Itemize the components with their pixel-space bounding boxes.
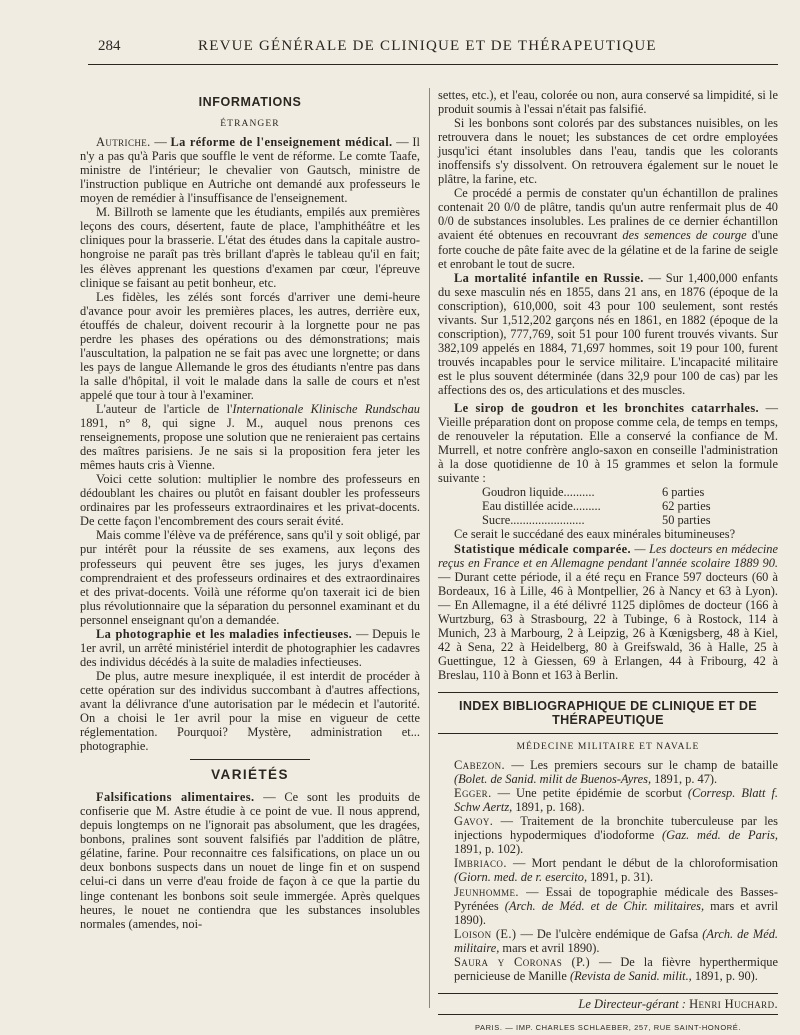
mortalite-text: — Sur 1,400,000 enfants du sexe masculin nés en 1855, dans 21 ans, en 1876 (époque de la conscription), 610,000, soit 43 pour 100 seulement, sont restés vivants. Sur 1,512,202 garçons nés en 1861, en 1882 (époque de la conscription), 777,769, soit 51 pour 100 furent trouvés vivants. Sur 382,109 appelés en 1884, 71,697 hommes, soit 19 pour 100, furent trouvés incapables pour le service militaire. L'incapacité militaire est le plus souvent déterminée (dans 32,9 pour 100 de cas) par les affections des os, des articulations et des muscles.: [438, 270, 778, 397]
cesera-paragraph: Ce serait le succédané des eaux minérales bitumineuses?: [454, 527, 736, 542]
page-number: 284: [98, 38, 121, 54]
continuation-paragraph: settes, etc.), et l'eau, colorée ou non, aura conservé sa limpidité, si le produit soumis à l'essai n'était pas falsifié.: [438, 88, 778, 117]
photographie-paragraph: [80, 627, 420, 669]
bib-source: (Corresp. Blatt f. Schw Aertz,: [454, 786, 778, 815]
formula-quantity: 50 parties: [662, 513, 711, 528]
bibliography-list: [438, 758, 778, 983]
bib-author: Saura y Coronas (P.): [454, 954, 590, 969]
auteur-journal: Internationale Klinische Rundschau: [232, 401, 420, 416]
formula-row: [482, 485, 722, 499]
sirop-text: — Vieille préparation dont on propose comme cela, de temps en temps, de renouveler la réputation. Elle a conservé la confiance de M. Murrell, et notre confrère anglo-saxon en conseille l'administration à la dose quotidienne de 10 à 15 grammes et selon la formule suivante :: [438, 401, 778, 486]
falsifications-title: Falsifications alimentaires.: [96, 790, 255, 805]
bib-tail: 1891, p. 31).: [587, 870, 654, 885]
bib-author: Imbriaco.: [454, 856, 507, 871]
deplus-paragraph: De plus, autre mesure inexpliquée, il est interdit de procéder à cette opération sur des individus succombant à d'autres affections, avant la délivrance d'une autorisation par le médecin et l'autorité. On a choisi le 1er avril pour la mise en vigueur de cette réglementation. Pourquoi? Mystère, administration et... photographie.: [80, 668, 420, 754]
autriche-text: — Il n'y a pas qu'à Paris que souffle le vent de réforme. Le comte Taafe, ministre de l'intérieur; le chevalier von Gautsch, ministre de l'instruction publique en Autriche ont demandé aux professeurs le moyen de remédier à l'insuffisance de l'enseignement.: [80, 135, 420, 206]
formula-ingredient: Sucre........................: [482, 513, 585, 528]
index-title: INDEX BIBLIOGRAPHIQUE DE CLINIQUE ET DE THÉRAPEUTIQUE: [459, 698, 757, 728]
statistique-title: Statistique médicale comparée.: [454, 541, 631, 556]
mais-paragraph: Mais comme l'élève va de préférence, sans qu'il y soit obligé, par pur intérêt pour la réussite de ses examens, aux leçons des professeurs qui peuvent être ses juges, les jurys d'examen comprendraient et des professeurs ordinaires et des extraordinaires et des privat-docents. Voilà une réforme qu'on taxerait ici de bien plus révolutionnaire que la séparation du personnel examinant et du personnel enseignant qu'on a demandée.: [80, 528, 420, 627]
bib-tail: mars et avril 1890).: [499, 940, 600, 955]
bib-text: — Essai de topographie médicale des Basses-Pyrénées: [454, 884, 778, 913]
bib-source: (Gaz. méd. de Paris,: [662, 828, 778, 843]
formula-row: [482, 499, 722, 513]
bib-author: Cabezon.: [454, 758, 506, 773]
bib-author: Egger.: [454, 786, 492, 801]
autriche-label: Autriche.: [96, 135, 151, 150]
index-heading-box: [438, 692, 778, 734]
falsifications-paragraph: [80, 790, 420, 930]
formula-quantity: 6 parties: [662, 485, 705, 500]
bib-tail: 1891, p. 47).: [651, 772, 718, 787]
bib-text: — Traitement de la bronchite tuberculeuse par les injections hypodermiques d'iodoforme: [454, 814, 778, 843]
bib-text: — De l'ulcère endémique de Gafsa: [516, 926, 703, 941]
bib-source: (Arch. de Méd. et de Chir. militaires,: [504, 898, 705, 913]
varietes-heading: VARIÉTÉS: [211, 767, 289, 783]
procede-pre: Ce procédé a permis de constater qu'un échantillon de pralines contenait 20 0/0 de plâtre, tandis qu'un autre renfermait plus de 40 0/0 de substances insolubles. Les pralines de ce dernier échantillon avaient été obtenues en recouvrant: [438, 186, 778, 243]
bib-author: Jeunhomme.: [454, 884, 519, 899]
bib-entry: [438, 758, 778, 786]
bib-source: (Revista de Sanid. milit.,: [569, 968, 692, 983]
printer-imprint: PARIS. — IMP. CHARLES SCHLAEBER, 257, RUE SAINT-HONORÉ.: [474, 1022, 742, 1032]
signature-role: Le Directeur-gérant :: [578, 996, 686, 1011]
column-divider: [429, 88, 430, 1008]
statistique-paragraph: [438, 542, 778, 682]
bib-text: — Mort pendant le début de la chloroformisation: [506, 856, 778, 871]
journal-title: REVUE GÉNÉRALE DE CLINIQUE ET DE THÉRAPEUTIQUE: [198, 38, 657, 54]
etranger-subheading: ÉTRANGER: [220, 119, 280, 130]
right-column: [438, 88, 778, 1035]
bib-source: (Bolet. de Sanid. milit de Buenos-Ayres,: [454, 772, 652, 787]
bib-entry: [438, 955, 778, 983]
bib-tail: mars et avril 1890).: [454, 898, 779, 927]
formula-list: [482, 485, 778, 527]
left-column: [80, 88, 420, 931]
bib-source: (Arch. de Méd. militaire,: [454, 926, 778, 955]
formula-ingredient: Goudron liquide..........: [482, 485, 595, 500]
statistique-intro: — Les docteurs en médecine reçus en France et en Allemagne pendant l'année scolaire 1889 90.: [438, 541, 778, 570]
fideles-paragraph: Les fidèles, les zélés sont forcés d'arriver une demi-heure d'avance pour avoir les premières places, les autres, derrière eux, étouffés de chaleur, doivent recourir à la lorgnette pour ne pas perdre les phases des opérations ou des démonstrations; mais l'auscultation, la palpation ne se fait pas avec une lorgnette; or dans les pays de langue Allemande le gros des étudiants n'entre pas dans la salle d'hôpital, il voit le malade dans la salle de cours et n'est appelé que tour à tour à l'examiner.: [80, 289, 420, 402]
bib-tail: 1891, p. 102).: [454, 842, 524, 857]
auteur-post: 1891, n° 8, qui signe J. M., auquel nous prenons ces renseignements, propose une solution que ne renieraient pas certains des maîtres parisiens. Je ne sais si la proposition fera jeter les mêmes hauts cris à Vienne.: [80, 416, 420, 473]
section-rule: [190, 759, 310, 760]
bib-entry: [438, 885, 778, 927]
informations-heading: INFORMATIONS: [198, 95, 302, 109]
bib-text: — Les premiers secours sur le champ de bataille: [505, 758, 778, 773]
running-header: [88, 30, 778, 65]
index-subheading: MÉDECINE MILITAIRE ET NAVALE: [516, 742, 700, 753]
formula-quantity: 62 parties: [662, 499, 711, 514]
billroth-paragraph: M. Billroth se lamente que les étudiants, empilés aux premières leçons des cours, désertent, faute de place, l'amphithéâtre et les cliniques pour la brasserie. L'état des études dans la capitale austro-hongroise ne paraît pas très brillant d'après le tableau qu'il en fait; les élèves apprenant les questions d'examen par cœur, l'épreuve clinique se faisant au petit bonheur, etc.: [80, 205, 420, 290]
bib-tail: 1891, p. 90).: [691, 968, 758, 983]
statistique-text: — Durant cette période, il a été reçu en France 597 docteurs (60 à Bordeaux, 16 à Lille, 46 à Montpellier, 26 à Nancy et 63 à Lyon). — En Allemagne, il a été délivré 1125 diplômes de docteur (166 à Wurtzburg, 63 à Strasbourg, 22 à Tubinge, 6 à Rostock, 114 à Munich, 23 à Marbourg, 2 à Leipzig, 26 à Kœnigsberg, 48 à Kiel, 42 à Sena, 22 à Heidelberg, 80 à Greifswald, 36 à Halle, 25 à Guettingue, 12 à Giessen, 69 à Erlangen, 44 à Fribourg, 42 à Breslau, 110 à Bonn et 163 à Berlin.: [438, 569, 778, 682]
bib-entry: [438, 856, 778, 884]
voici-paragraph: Voici cette solution: multiplier le nombre des professeurs en dédoublant les chaires ou plutôt en faisant doubler les professeurs ordinaires par les professeurs extraordinaires et les privat-docents. De cette façon l'encombrement des cours serait évité.: [80, 472, 420, 529]
photographie-text: — Depuis le 1er avril, un arrêté ministériel interdit de photographier les cadavres des individus décédés à la suite de maladies infectieuses.: [80, 626, 420, 669]
autriche-title: La réforme de l'enseignement médical.: [170, 135, 393, 150]
bib-author: Loison (E.): [454, 926, 517, 941]
auteur-paragraph: [80, 402, 420, 472]
colores-paragraph: Si les bonbons sont colorés par des substances nuisibles, on les retrouvera dans le nouet; les substances de cet ordre employées jusqu'ici étant insolubles dans l'eau, tandis que les colorants inoffensifs s'y dissolvent. On retrouvera également sur le nouet le plâtre, la farine, etc.: [438, 116, 778, 187]
procede-paragraph: [438, 186, 778, 270]
bib-entry: [438, 814, 778, 856]
signature-line: [438, 993, 778, 1015]
auteur-pre: L'auteur de l'article de l': [96, 401, 233, 416]
sirop-paragraph: [438, 401, 778, 485]
procede-post: d'une forte couche de pâte faite avec de la gélatine et de la farine de seigle et enrobant le tout de sucre.: [438, 228, 778, 271]
bib-entry: [438, 927, 778, 955]
bib-text: — Une petite épidémie de scorbut: [491, 786, 688, 801]
bib-tail: 1891, p. 168).: [512, 800, 585, 815]
mortalite-title: La mortalité infantile en Russie.: [454, 270, 644, 285]
mortalite-paragraph: [438, 271, 778, 397]
formula-row: [482, 513, 722, 527]
photographie-title: La photographie et les maladies infectieuses.: [96, 626, 353, 641]
procede-em: des semences de courge: [622, 228, 747, 243]
autriche-paragraph: Autriche. — La réforme de l'enseignement médical. — Il n'y a pas qu'à Paris que souffle le vent de réforme. Le comte Taafe, ministre de l'intérieur; le chevalier von Gautsch, ministre de l'instruction publique en Autriche ont demandé aux professeurs le moyen de remédier à l'insuffisance de l'enseignement.: [80, 135, 420, 206]
bib-source: (Giorn. med. de r. esercito,: [454, 870, 588, 885]
sirop-title: Le sirop de goudron et les bronchites catarrhales.: [454, 401, 760, 416]
signature-name: Henri Huchard.: [689, 996, 778, 1011]
falsifications-text: — Ce sont les produits de confiserie que M. Astre étudie à ce point de vue. Il nous apprend, depuis longtemps on ne l'ignorait pas absolument, que les dragées, bonbons, pralines sont souvent falsifiés par l'addition de plâtre, gélatine, farine. Pour reconnaitre ces falsifications, on place un ou deux bonbons suspects dans un nouet de linge fin et on suspend celui-ci dans un verre d'eau froide de façon à ce que la partie du linge contenant les bonbons soit seule immergée. Après quelques heures, le nouet ne contiendra que les substances insolubles normales (amendes, noi-: [80, 790, 420, 931]
bib-author: Gavoy.: [454, 814, 494, 829]
bib-text: — De la fièvre hyperthermique pernicieuse de Manille: [454, 954, 779, 983]
formula-ingredient: Eau distillée acide.........: [482, 499, 601, 514]
bib-entry: [438, 786, 778, 814]
